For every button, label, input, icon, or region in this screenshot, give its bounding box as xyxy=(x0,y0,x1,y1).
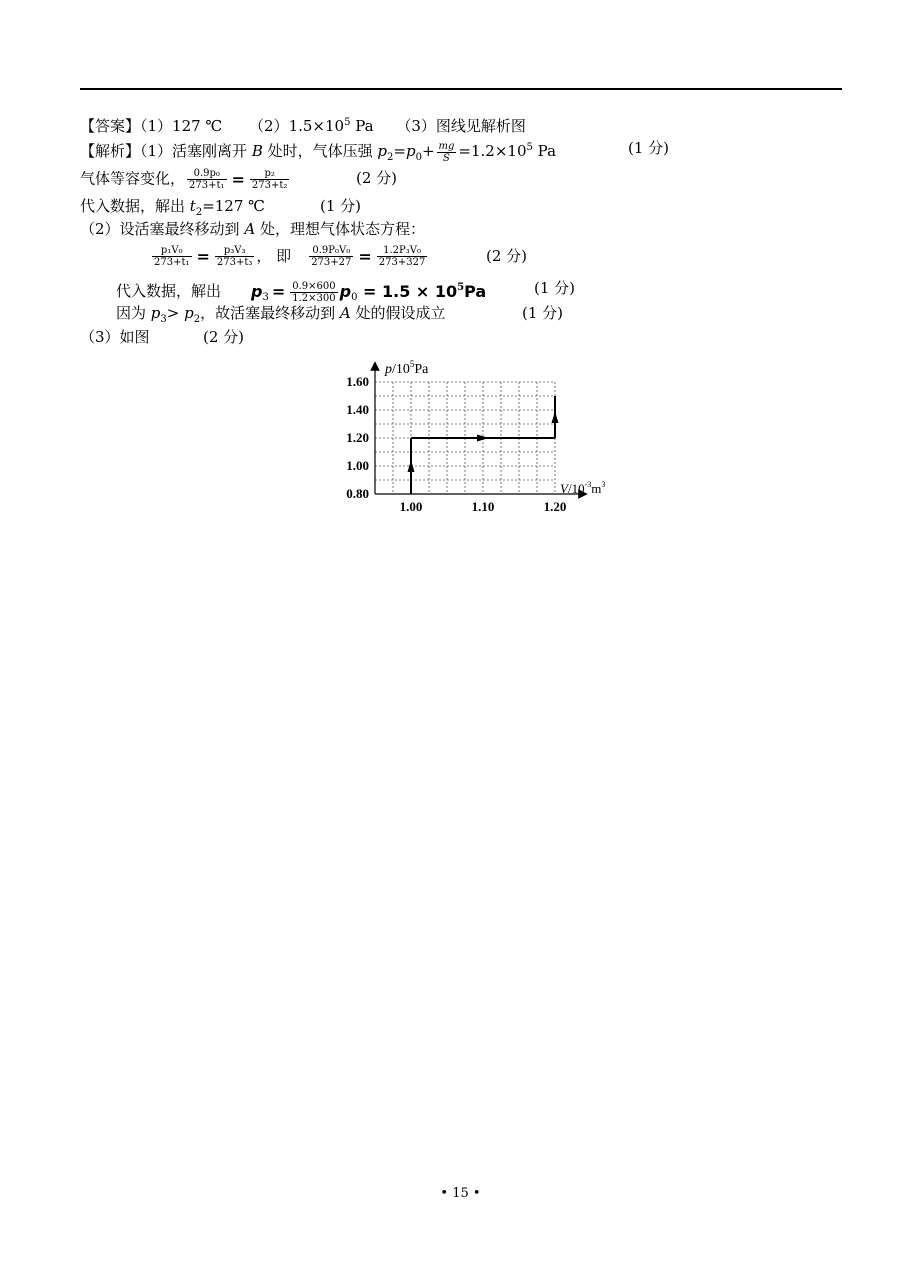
analysis-label: 【解析】 xyxy=(80,142,141,160)
fraction-5: $\frac{\text{0.9P₀V₀}}{273+27}$ xyxy=(311,245,352,268)
answer-part-1: （1）127 ℃ xyxy=(140,117,223,135)
score-2: (2 分) xyxy=(356,169,398,187)
answer-part-2: $(2)1.5\times 10^5$ Pa xyxy=(249,117,374,135)
analysis-line-7: 因为 $p_3> p_2$，故活塞最终移动到 A 处的假设成立 xyxy=(116,304,446,325)
p-v-chart xyxy=(330,355,630,525)
y-tick-label: 0.80 xyxy=(346,486,369,501)
score-1: (1 分) xyxy=(628,139,670,157)
answer-line xyxy=(80,113,526,136)
answer-part-3: （3）图线见解析图 xyxy=(396,117,526,135)
fraction-2: $\frac{\text{p₂}}{\text{273+t₂}}$ xyxy=(251,168,288,191)
chart-axes xyxy=(375,366,583,494)
fraction-1: $\frac{\text{0.9p₀}}{\text{273+t₁}}$ xyxy=(189,168,225,191)
x-axis-label: $V/10^{-3}m^3$ xyxy=(560,480,606,496)
x-tick-label: 1.00 xyxy=(399,499,423,514)
y-axis-label: $p/10^5Pa$ xyxy=(385,359,429,377)
answer-label: 【答案】 xyxy=(80,117,141,135)
score-4: (2 分) xyxy=(486,247,528,265)
analysis-line-1: 【解析】（1）活塞刚离开 B 处时，气体压强 $p_2=p_0+$ $\frac{mg}{S}$ $=1.2\times 10^5$ Pa xyxy=(80,140,557,164)
score-5: (1 分) xyxy=(534,279,576,297)
score-3: (1 分) xyxy=(320,197,362,215)
y-tick-label: 1.20 xyxy=(346,430,369,445)
fraction-mg-over-s: $\frac{mg}{S}$ xyxy=(438,140,455,164)
y-tick-label: 1.60 xyxy=(346,374,369,389)
direction-arrow xyxy=(552,411,559,423)
fraction-3: $\frac{\text{p₁V₀}}{\text{273+t₁}}$ xyxy=(154,245,190,268)
fraction-7: $\frac{0.9\times 600}{1.2\times 300}$ xyxy=(292,280,336,304)
analysis-line-4: （2）设活塞最终移动到 A 处，理想气体状态方程： xyxy=(80,220,425,238)
top-rule xyxy=(80,88,842,90)
analysis-line-8: （3）如图 xyxy=(80,328,150,346)
analysis-line-5: $\frac{\text{p₁V₀}}{\text{273+t₁}}$ = $\frac{\text{p₃V₃}}{\text{273+t₃}}$ ， 即 $\frac{\text{0.9P₀V₀}}{273+27}$ = $\frac{\text{1.2P₃V₀}}{273+327}$ xyxy=(154,245,426,268)
y-tick-label: 1.00 xyxy=(346,458,369,473)
chart-tick-labels xyxy=(346,374,566,514)
page-number: • 15 • xyxy=(440,1186,481,1201)
analysis-line-2: 气体等容变化， $\frac{\text{0.9p₀}}{\text{273+t₁}}$ = $\frac{\text{p₂}}{\text{273+t₂}}$ xyxy=(80,168,288,191)
fraction-4: $\frac{\text{p₃V₃}}{\text{273+t₃}}$ xyxy=(216,245,253,268)
fraction-6: $\frac{\text{1.2P₃V₀}}{273+327}$ xyxy=(378,245,426,268)
score-7: (2 分) xyxy=(203,328,245,346)
y-tick-label: 1.40 xyxy=(346,402,369,417)
analysis-line-3: 代入数据，解出 $t_2=127$ ℃ xyxy=(80,197,265,218)
score-6: (1 分) xyxy=(522,304,564,322)
x-tick-label: 1.10 xyxy=(471,499,495,514)
x-tick-label: 1.20 xyxy=(543,499,567,514)
analysis-line-6: 代入数据，解出 $p_3$ = $\frac{0.9\times 600}{1.2\times 300}$ $p_0 = 1.5 \times 10^5Pa$ xyxy=(116,280,487,304)
